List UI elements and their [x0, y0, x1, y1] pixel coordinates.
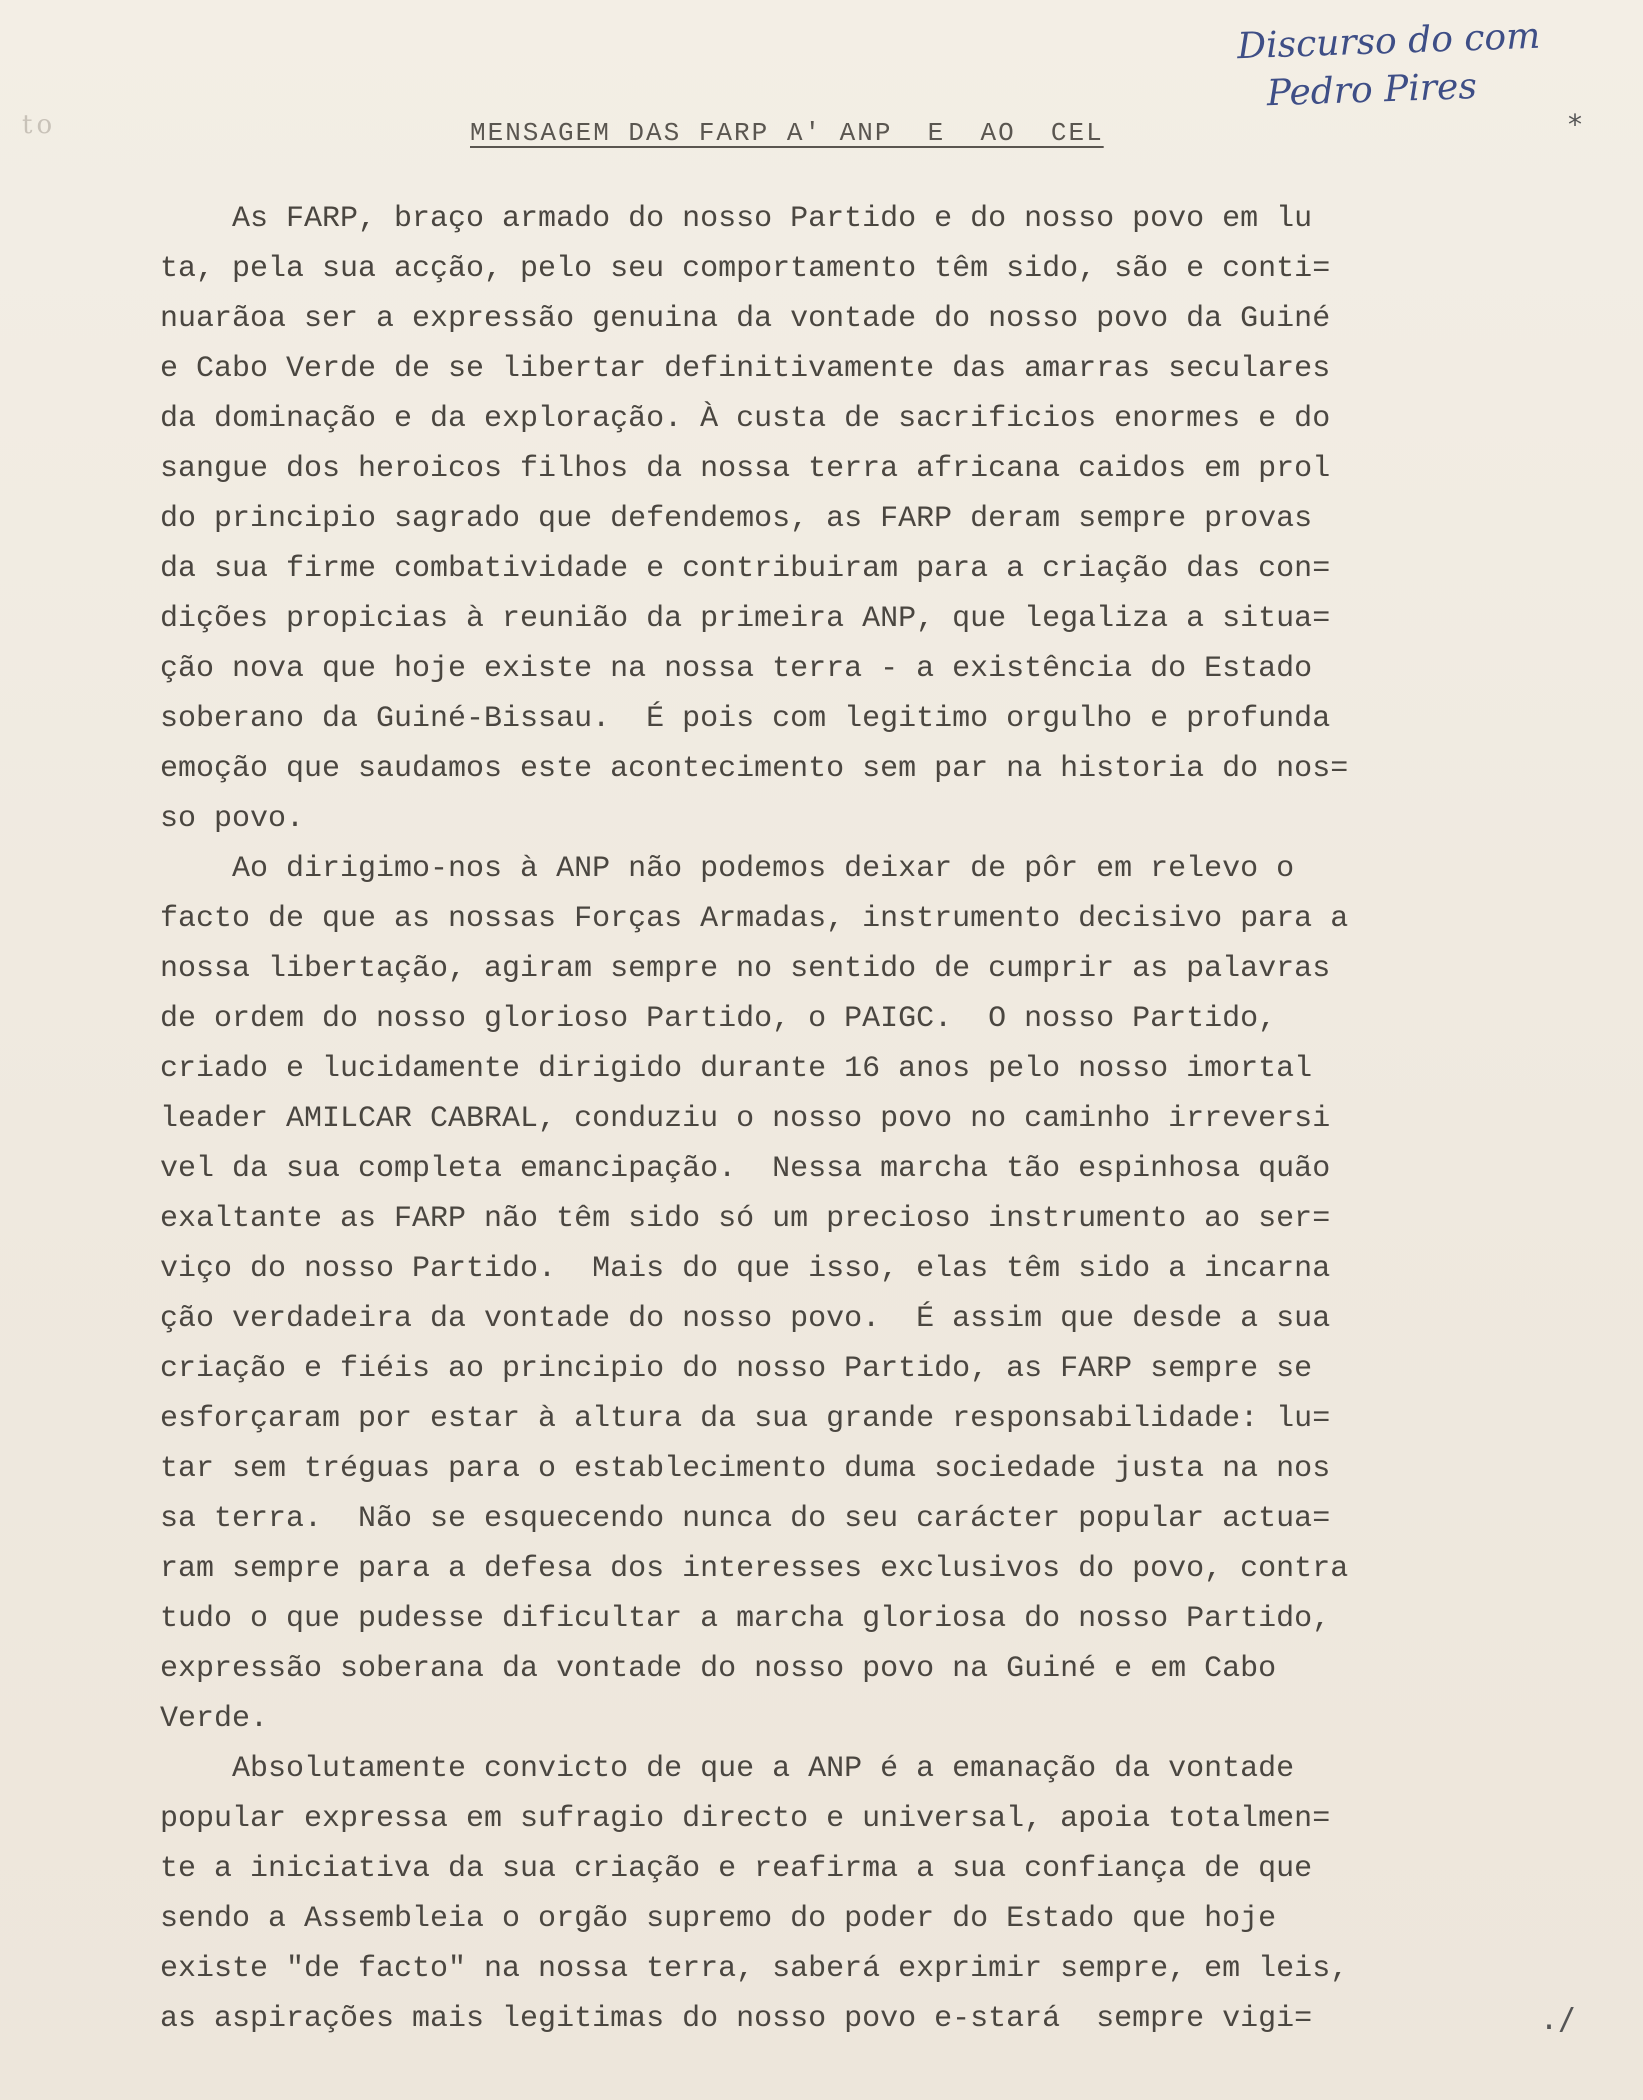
annotation-line-2: Pedro Pires: [1266, 65, 1478, 115]
corner-mark: to: [22, 110, 57, 140]
text-line: ção nova que hoje existe na nossa terra - a existência do Estado: [160, 652, 1313, 686]
handwritten-annotation: [1236, 13, 1542, 120]
paragraph-3: [160, 1744, 1480, 2044]
paragraph-1: [160, 194, 1480, 844]
text-line: nuarãoa ser a expressão genuina da vontade do nosso povo da Guiné: [160, 302, 1331, 336]
text-line: sendo a Assembleia o orgão supremo do poder do Estado que hoje: [160, 1902, 1277, 1936]
text-line: ção verdadeira da vontade do nosso povo. É assim que desde a sua: [160, 1302, 1331, 1336]
text-line: do principio sagrado que defendemos, as FARP deram sempre provas: [160, 502, 1313, 536]
text-line: Verde.: [160, 1702, 269, 1736]
text-line: soberano da Guiné-Bissau. É pois com legitimo orgulho e profunda: [160, 702, 1331, 736]
text-line: Absolutamente convicto de que a ANP é a emanação da vontade: [160, 1752, 1295, 1786]
text-line: de ordem do nosso glorioso Partido, o PAIGC. O nosso Partido,: [160, 1002, 1277, 1036]
text-line: nossa libertação, agiram sempre no sentido de cumprir as palavras: [160, 952, 1331, 986]
text-line: ram sempre para a defesa dos interesses exclusivos do povo, contra: [160, 1552, 1349, 1586]
text-line: As FARP, braço armado do nosso Partido e do nosso povo em lu: [160, 202, 1313, 236]
text-line: criado e lucidamente dirigido durante 16 anos pelo nosso imortal: [160, 1052, 1313, 1086]
text-line: da sua firme combatividade e contribuiram para a criação das con=: [160, 552, 1331, 586]
text-line: so povo.: [160, 802, 305, 836]
text-line: sangue dos heroicos filhos da nossa terra africana caidos em prol: [160, 452, 1331, 486]
continuation-mark: ./: [1540, 2002, 1577, 2037]
text-line: da dominação e da exploração. À custa de sacrificios enormes e do: [160, 402, 1331, 436]
text-line: tar sem tréguas para o establecimento duma sociedade justa na nos: [160, 1452, 1331, 1486]
star-mark: *: [1568, 108, 1582, 141]
text-line: popular expressa em sufragio directo e universal, apoia totalmen=: [160, 1802, 1331, 1836]
text-line: tudo o que pudesse dificultar a marcha gloriosa do nosso Partido,: [160, 1602, 1331, 1636]
text-line: exaltante as FARP não têm sido só um precioso instrumento ao ser=: [160, 1202, 1331, 1236]
text-line: dições propicias à reunião da primeira ANP, que legaliza a situa=: [160, 602, 1331, 636]
document-body: [160, 194, 1480, 2044]
text-line: vel da sua completa emancipação. Nessa marcha tão espinhosa quão: [160, 1152, 1331, 1186]
text-line: criação e fiéis ao principio do nosso Partido, as FARP sempre se: [160, 1352, 1313, 1386]
annotation-line-1: Discurso do com: [1236, 15, 1541, 68]
text-line: leader AMILCAR CABRAL, conduziu o nosso povo no caminho irreversi: [160, 1102, 1331, 1136]
text-line: ta, pela sua acção, pelo seu comportamento têm sido, são e conti=: [160, 252, 1331, 286]
paragraph-2: [160, 844, 1480, 1744]
text-line: as aspirações mais legitimas do nosso povo e-stará sempre vigi=: [160, 2002, 1313, 2036]
text-line: esforçaram por estar à altura da sua grande responsabilidade: lu=: [160, 1402, 1331, 1436]
text-line: Ao dirigimo-nos à ANP não podemos deixar de pôr em relevo o: [160, 852, 1295, 886]
text-line: viço do nosso Partido. Mais do que isso, elas têm sido a incarna: [160, 1252, 1331, 1286]
text-line: te a iniciativa da sua criação e reafirma a sua confiança de que: [160, 1852, 1313, 1886]
document-title: MENSAGEM DAS FARP A' ANP E AO CEL: [470, 118, 1104, 148]
text-line: sa terra. Não se esquecendo nunca do seu carácter popular actua=: [160, 1502, 1331, 1536]
text-line: emoção que saudamos este acontecimento sem par na historia do nos=: [160, 752, 1349, 786]
text-line: expressão soberana da vontade do nosso povo na Guiné e em Cabo: [160, 1652, 1277, 1686]
text-line: e Cabo Verde de se libertar definitivamente das amarras seculares: [160, 352, 1331, 386]
text-line: existe "de facto" na nossa terra, saberá exprimir sempre, em leis,: [160, 1952, 1349, 1986]
text-line: facto de que as nossas Forças Armadas, instrumento decisivo para a: [160, 902, 1349, 936]
